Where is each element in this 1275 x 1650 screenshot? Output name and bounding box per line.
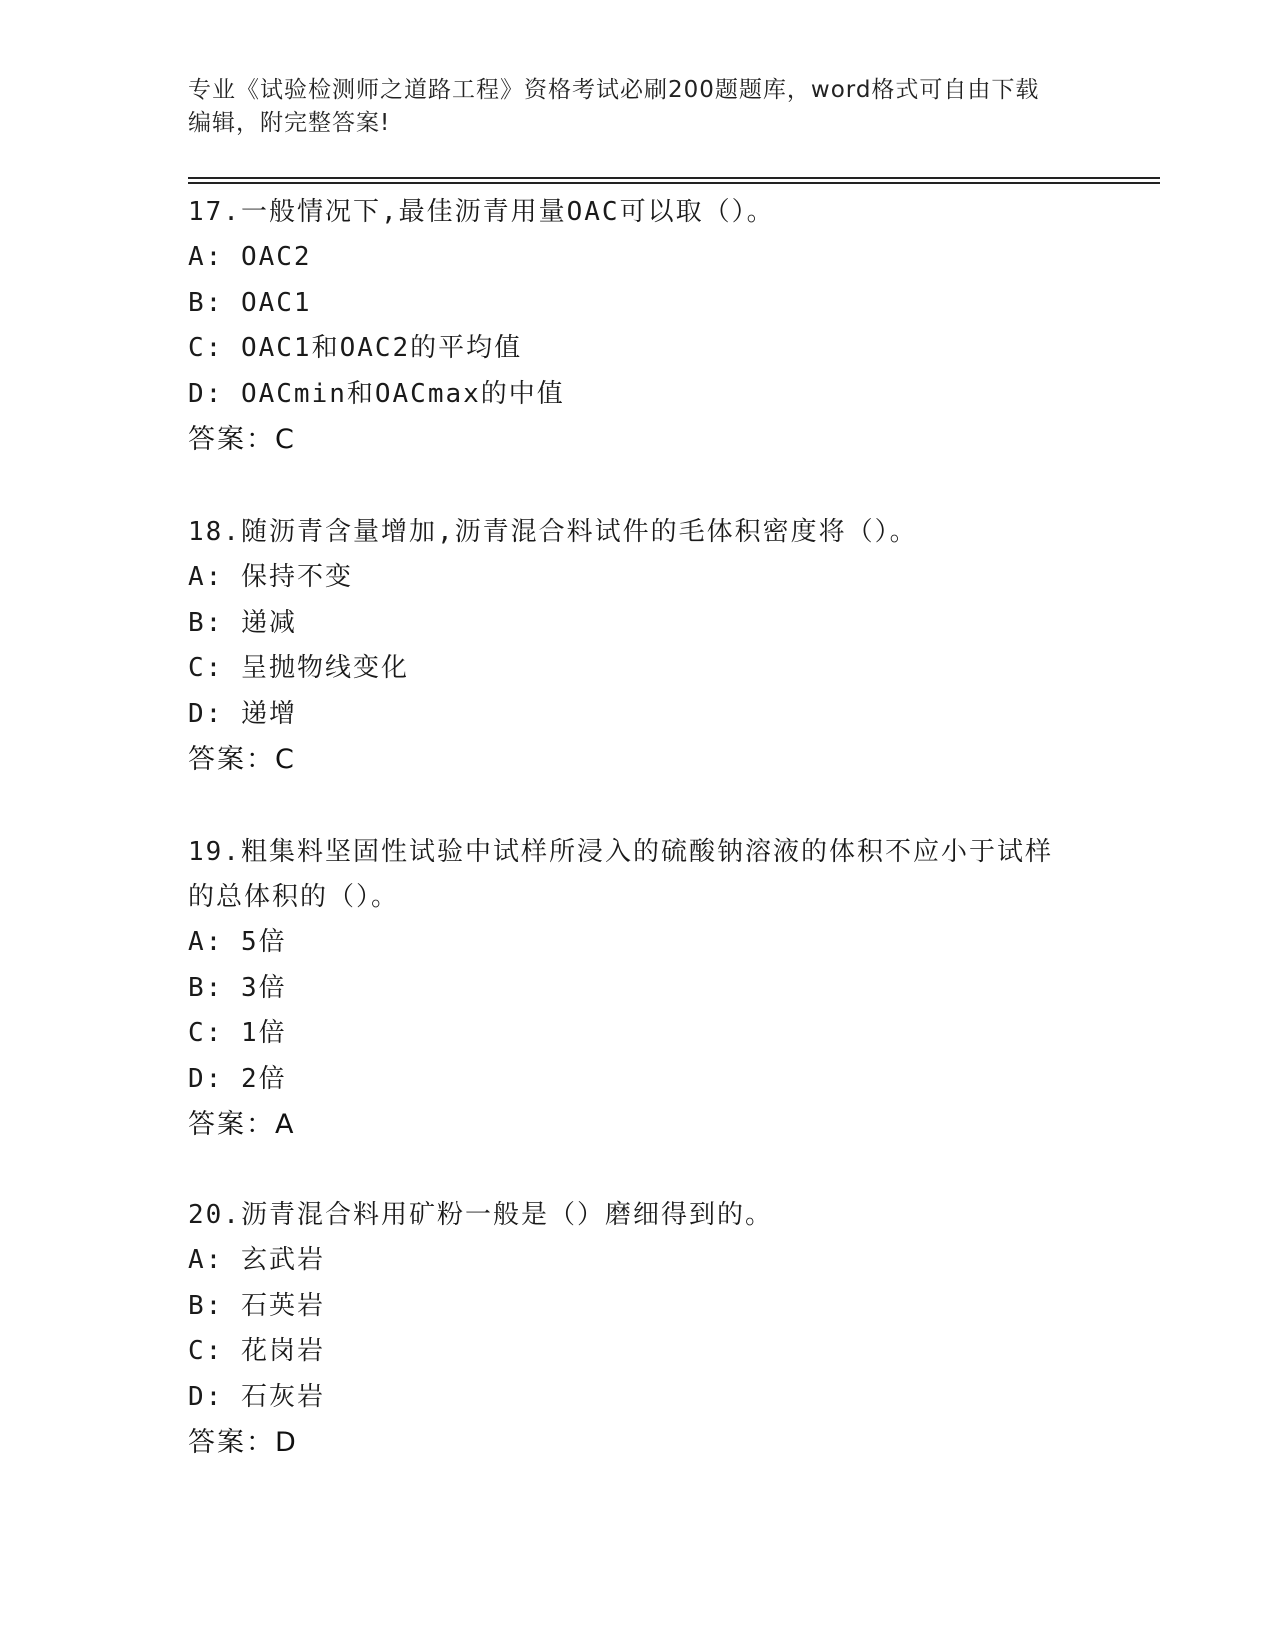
header-divider-top (188, 177, 1160, 179)
option-d: D: OACmin和OACmax的中值 (188, 378, 565, 409)
option-c: C: 花岗岩 (188, 1336, 325, 1366)
option-a: A: 保持不变 (188, 562, 353, 592)
question-18 (188, 510, 1088, 782)
question-stem-continued: 的总体积的（）。 (188, 882, 400, 912)
question-stem: 20.沥青混合料用矿粉一般是（）磨细得到的。 (188, 1200, 773, 1230)
question-19 (188, 830, 1088, 1147)
header-line-2: 编辑，附完整答案! (188, 110, 391, 136)
answer-label: 答案：C (188, 744, 296, 775)
option-b: B: 3倍 (188, 972, 287, 1003)
document-header (188, 74, 1088, 140)
question-stem: 19.粗集料坚固性试验中试样所浸入的硫酸钠溶液的体积不应小于试样 (188, 837, 1053, 867)
option-b: B: 石英岩 (188, 1290, 325, 1321)
question-stem: 18.随沥青含量增加,沥青混合料试件的毛体积密度将（）。 (188, 517, 918, 547)
option-a: A: OAC2 (188, 242, 312, 272)
option-c: C: 呈抛物线变化 (188, 653, 409, 683)
header-line-1: 专业《试验检测师之道路工程》资格考试必刷200题题库，word格式可自由下载 (188, 77, 1040, 103)
option-a: A: 5倍 (188, 927, 287, 957)
option-a: A: 玄武岩 (188, 1245, 325, 1275)
question-17 (188, 190, 1088, 462)
answer-label: 答案：A (188, 1109, 296, 1140)
answer-label: 答案：C (188, 424, 296, 455)
option-b: B: OAC1 (188, 287, 312, 318)
option-b: B: 递减 (188, 607, 297, 638)
option-d: D: 递增 (188, 698, 297, 729)
answer-label: 答案：D (188, 1427, 298, 1458)
question-20 (188, 1193, 1088, 1465)
header-divider-bottom (188, 182, 1160, 184)
option-c: C: 1倍 (188, 1018, 287, 1048)
question-stem: 17.一般情况下,最佳沥青用量OAC可以取（）。 (188, 197, 775, 227)
option-c: C: OAC1和OAC2的平均值 (188, 333, 523, 363)
option-d: D: 石灰岩 (188, 1381, 325, 1412)
option-d: D: 2倍 (188, 1063, 287, 1094)
